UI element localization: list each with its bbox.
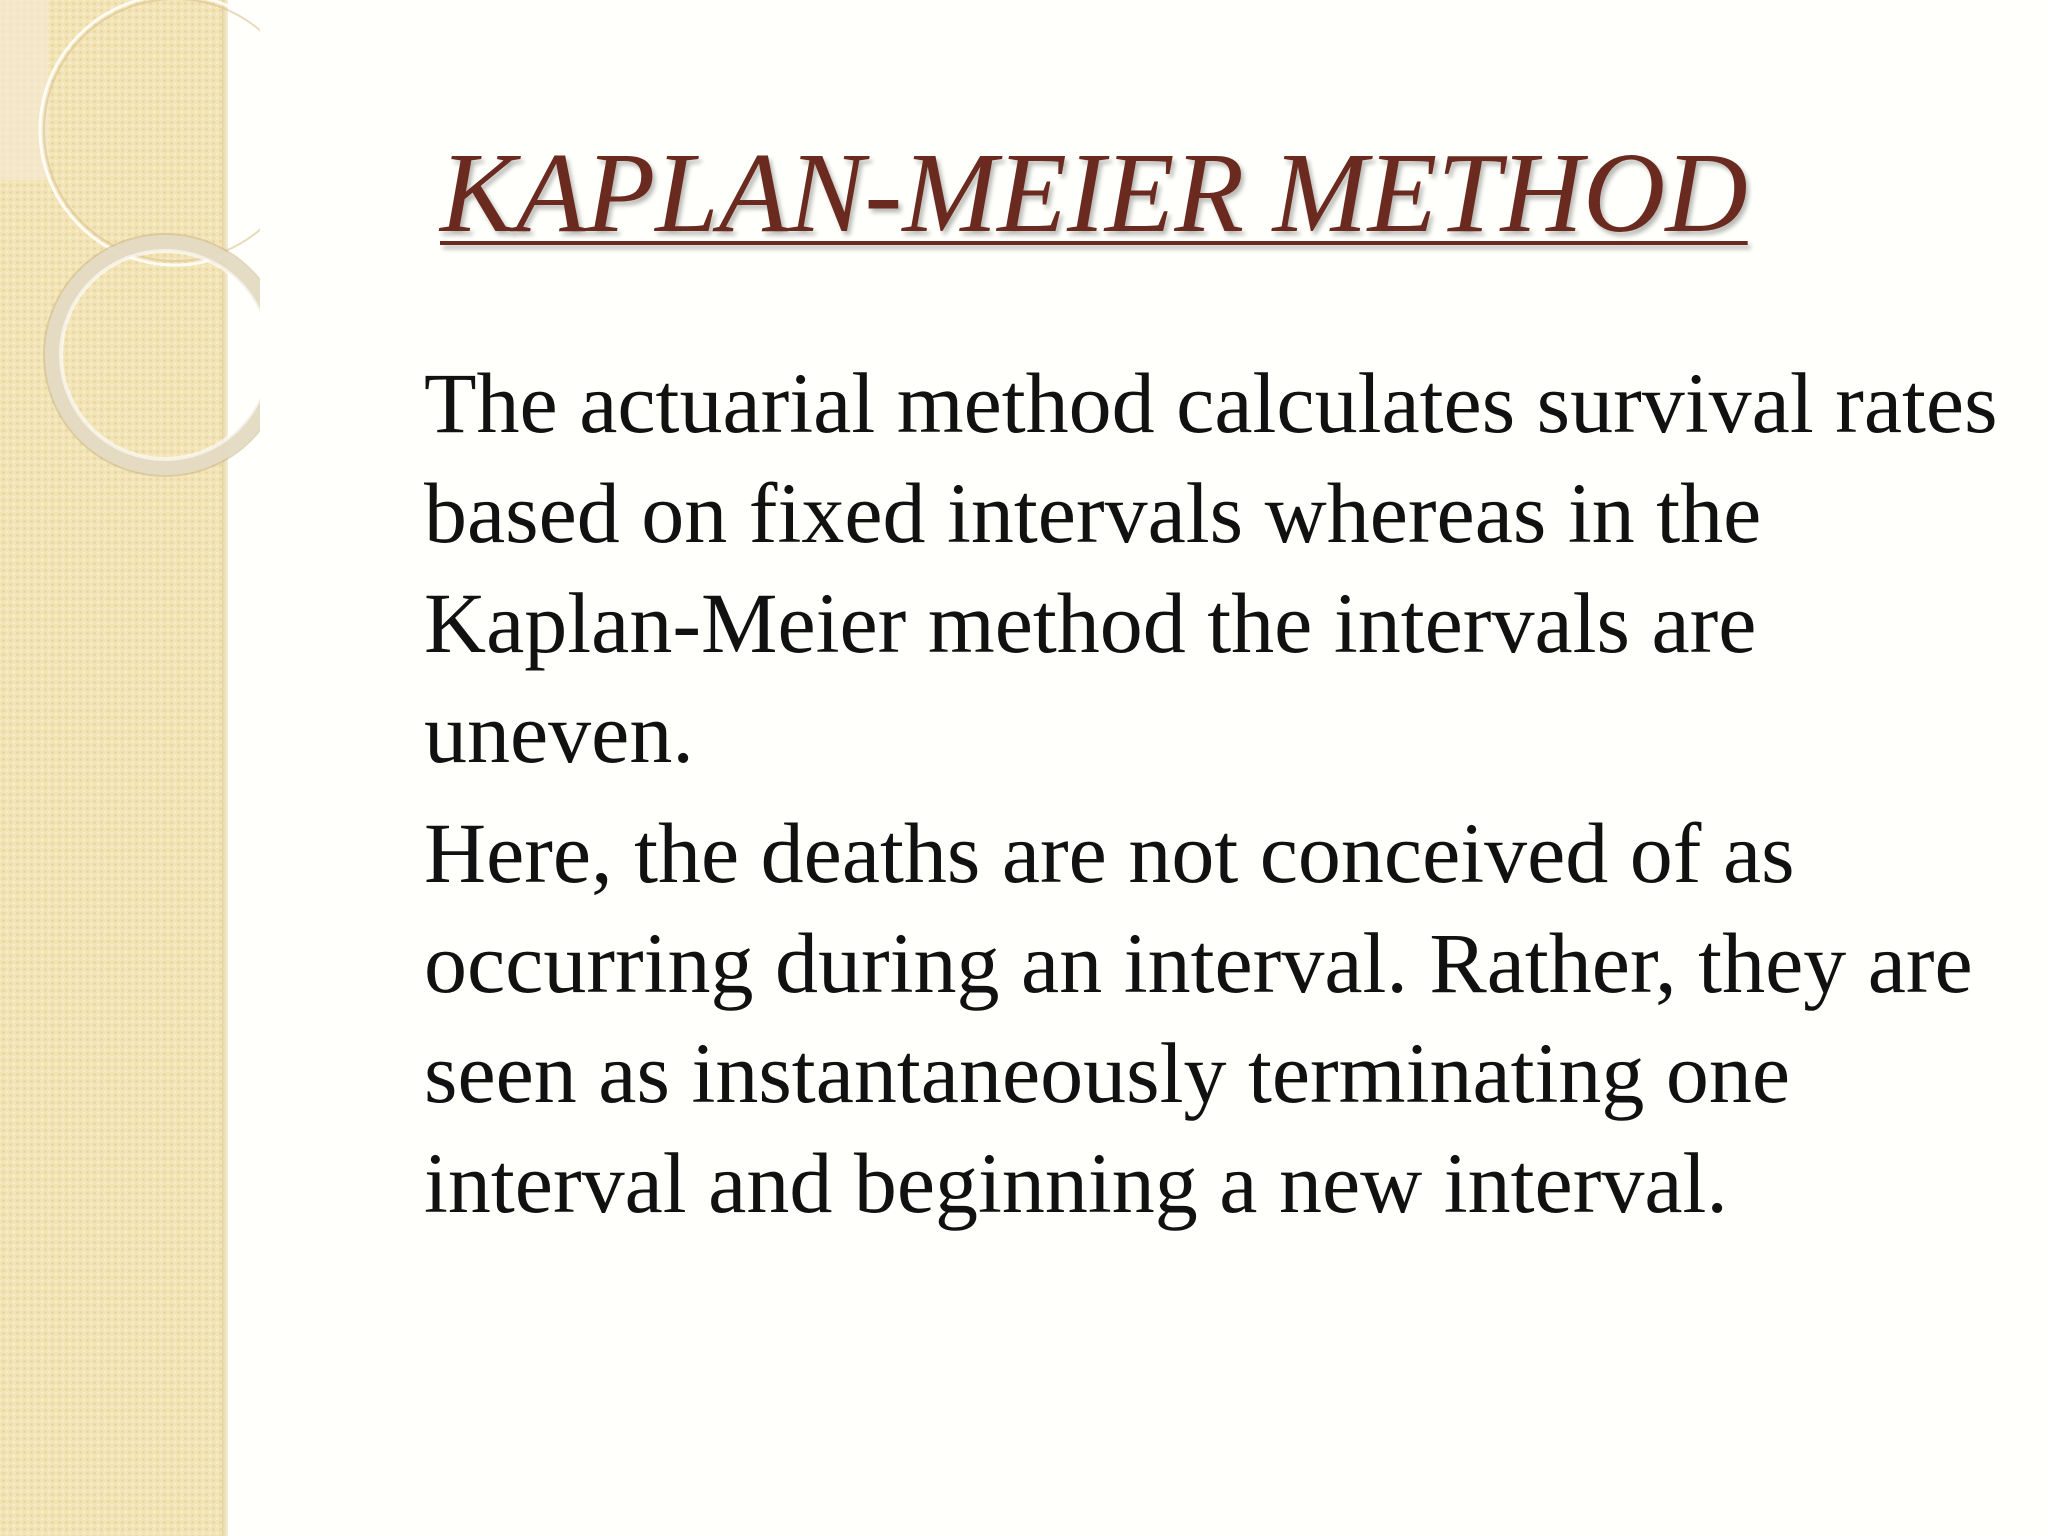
decorative-rings <box>0 0 260 520</box>
slide-title: KAPLAN-MEIER METHOD <box>440 129 1748 256</box>
paragraph-actuarial: The actuarial method calculates survival rates based on fixed intervals whereas in the Kaplan-Meier method the intervals are uneven. <box>424 355 1998 781</box>
paragraph-deaths: Here, the deaths are not conceived of as occurring during an interval. Rather, they are seen as instantaneously terminating one interval and beginning a new interval. <box>424 805 1973 1231</box>
slide-body <box>424 348 2014 1248</box>
